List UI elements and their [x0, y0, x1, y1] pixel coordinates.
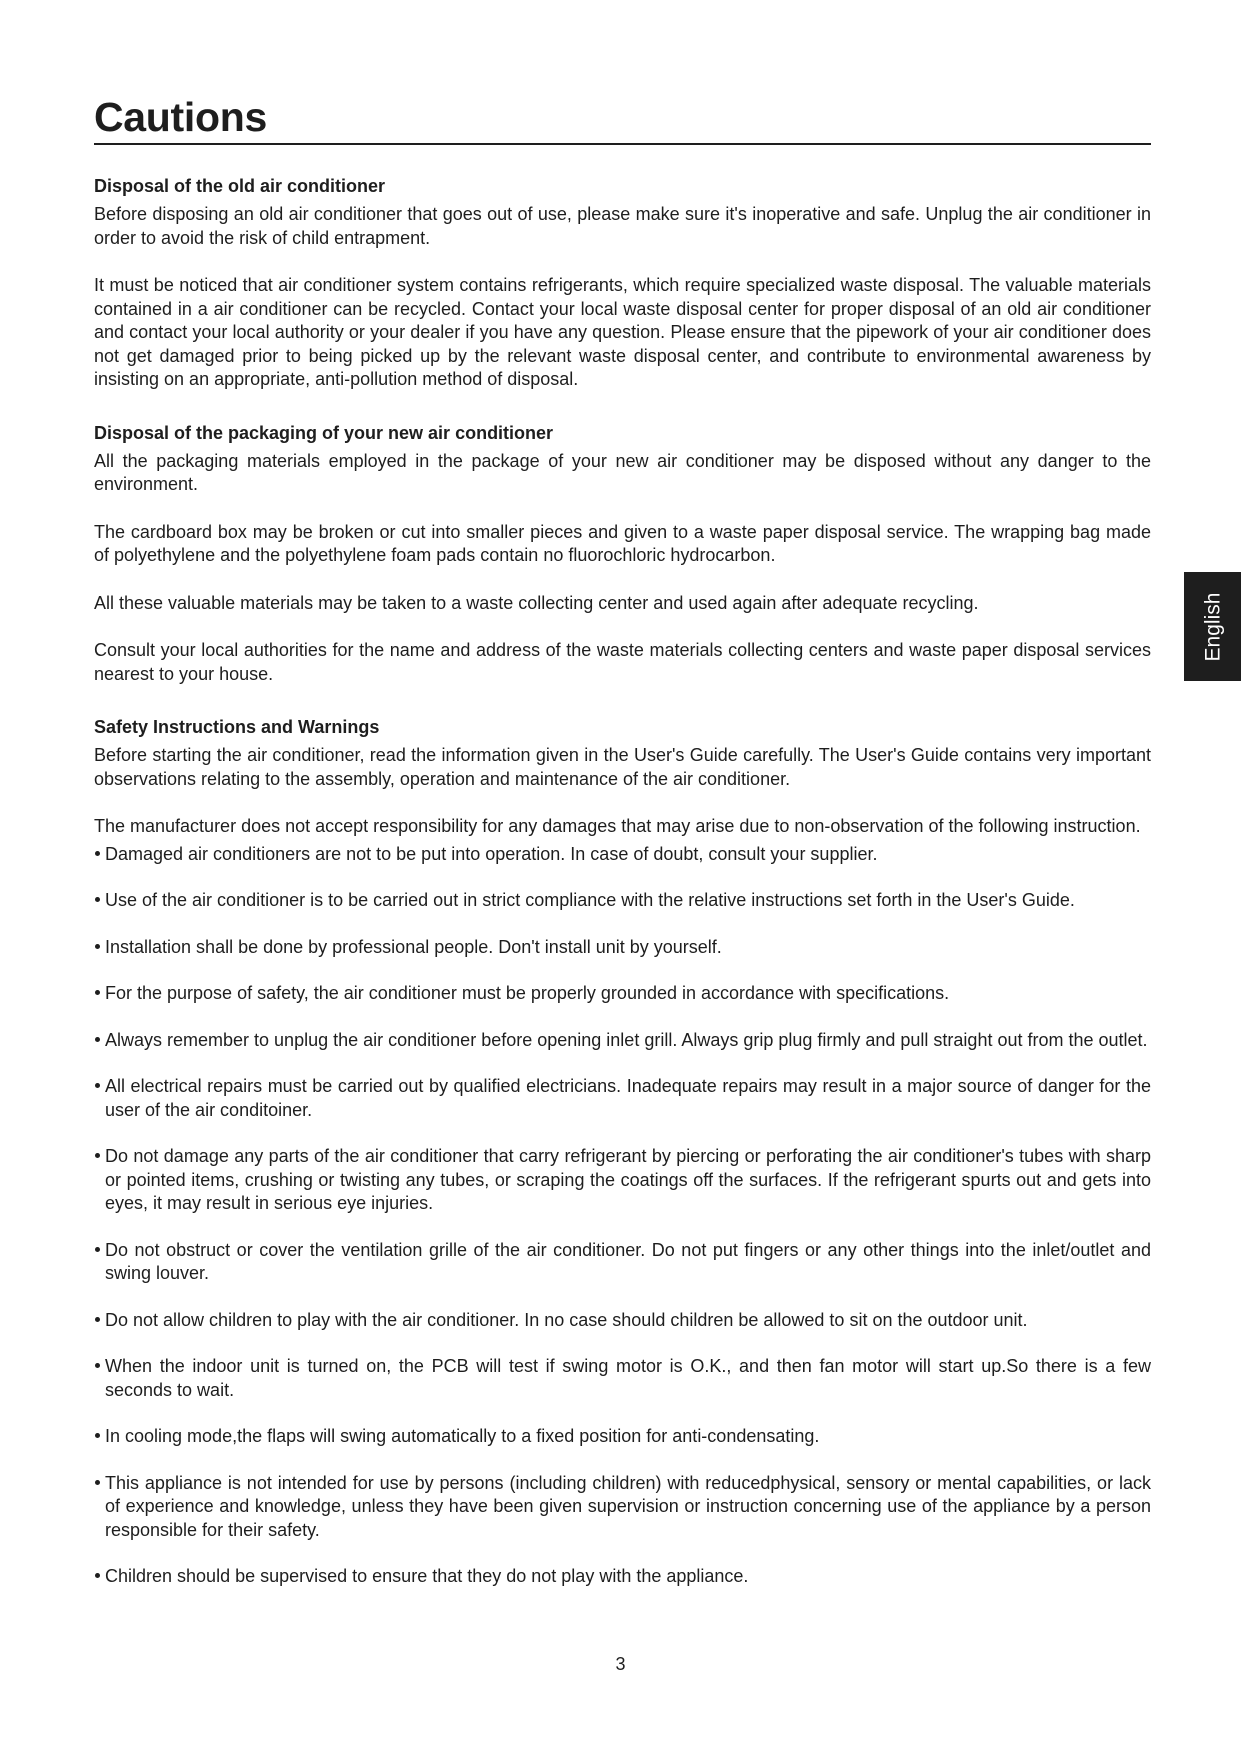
section-disposal-old	[94, 175, 1151, 392]
bullet-item: In cooling mode,the flaps will swing automatically to a fixed position for anti-condensating.	[94, 1425, 1151, 1449]
section-heading: Safety Instructions and Warnings	[94, 717, 380, 738]
paragraph: All these valuable materials may be taken to a waste collecting center and used again after adequate recycling.	[94, 592, 979, 613]
bullet-item: Always remember to unplug the air conditioner before opening inlet grill. Always grip plug firmly and pull straight out from the outlet.	[94, 1029, 1151, 1053]
page-content	[94, 96, 1151, 1589]
bullet-item: All electrical repairs must be carried out by qualified electricians. Inadequate repairs may result in a major source of danger for the user of the air conditoiner.	[94, 1075, 1151, 1122]
title-underline	[94, 143, 1151, 145]
section-heading: Disposal of the packaging of your new air conditioner	[94, 422, 554, 443]
bullet-item: Damaged air conditioners are not to be put into operation. In case of doubt, consult your supplier.	[94, 843, 1151, 867]
page-number: 3	[615, 1654, 626, 1674]
paragraph: The cardboard box may be broken or cut into smaller pieces and given to a waste paper disposal service. The wrapping bag made of polyethylene and the polyethylene foam pads contain no fluorochloric hydrocarbon.	[94, 521, 1151, 566]
paragraph: Before disposing an old air conditioner that goes out of use, please make sure it's inoperative and safe. Unplug the air conditioner in order to avoid the risk of child entrapment.	[94, 204, 1151, 248]
paragraph: The manufacturer does not accept responsibility for any damages that may arise due to non-observation of the following instruction.	[94, 816, 1141, 837]
paragraph: Before starting the air conditioner, read the information given in the User's Guide carefully. The User's Guide contains very important observations relating to the assembly, operation and maintenance of the air conditioner.	[94, 745, 1151, 789]
section-heading: Disposal of the old air conditioner	[94, 176, 386, 197]
paragraph: All the packaging materials employed in the package of your new air conditioner may be disposed without any danger to the environment.	[94, 450, 1151, 495]
bullet-item: Use of the air conditioner is to be carried out in strict compliance with the relative instructions set forth in the User's Guide.	[94, 889, 1151, 913]
bullet-item: This appliance is not intended for use by persons (including children) with reducedphysical, sensory or mental capabilities, or lack of experience and knowledge, unless they have been given supervision or instruction concerning use of the appliance by a person responsible for their safety.	[94, 1472, 1151, 1543]
bullet-item: For the purpose of safety, the air conditioner must be properly grounded in accordance with specifications.	[94, 982, 1151, 1006]
page-title: Cautions	[94, 94, 267, 140]
paragraph: It must be noticed that air conditioner system contains refrigerants, which require specialized waste disposal. The valuable materials contained in a air conditioner can be recycled. Contact your local waste disposal center for proper disposal of an old air conditioner and contact your local authority or your dealer if you have any question. Please ensure that the pipework of your air conditioner does not get damaged prior to being picked up by the relevant waste disposal center, and contribute to environmental awareness by insisting on an appropriate, anti-pollution method of disposal.	[94, 275, 1151, 390]
bullet-item: Installation shall be done by professional people. Don't install unit by yourself.	[94, 936, 1151, 960]
safety-bullet-list	[94, 843, 1151, 1589]
bullet-item: Do not obstruct or cover the ventilation grille of the air conditioner. Do not put fingers or any other things into the inlet/outlet and swing louver.	[94, 1239, 1151, 1286]
bullet-item: When the indoor unit is turned on, the PCB will test if swing motor is O.K., and then fan motor will start up.So there is a few seconds to wait.	[94, 1355, 1151, 1402]
bullet-item: Do not damage any parts of the air conditioner that carry refrigerant by piercing or perforating the air conditioner's tubes with sharp or pointed items, crushing or twisting any tubes, or scraping the coatings off the surfaces. If the refrigerant spurts out and gets into eyes, it may result in serious eye injuries.	[94, 1145, 1151, 1216]
language-tab	[1184, 572, 1241, 681]
section-safety	[94, 716, 1151, 1589]
section-disposal-packaging	[94, 422, 1151, 687]
bullet-item: Do not allow children to play with the air conditioner. In no case should children be allowed to sit on the outdoor unit.	[94, 1309, 1151, 1333]
language-tab-label: English	[1201, 592, 1225, 661]
bullet-item: Children should be supervised to ensure that they do not play with the appliance.	[94, 1565, 1151, 1589]
paragraph: Consult your local authorities for the name and address of the waste materials collecting centers and waste paper disposal services nearest to your house.	[94, 640, 1151, 684]
